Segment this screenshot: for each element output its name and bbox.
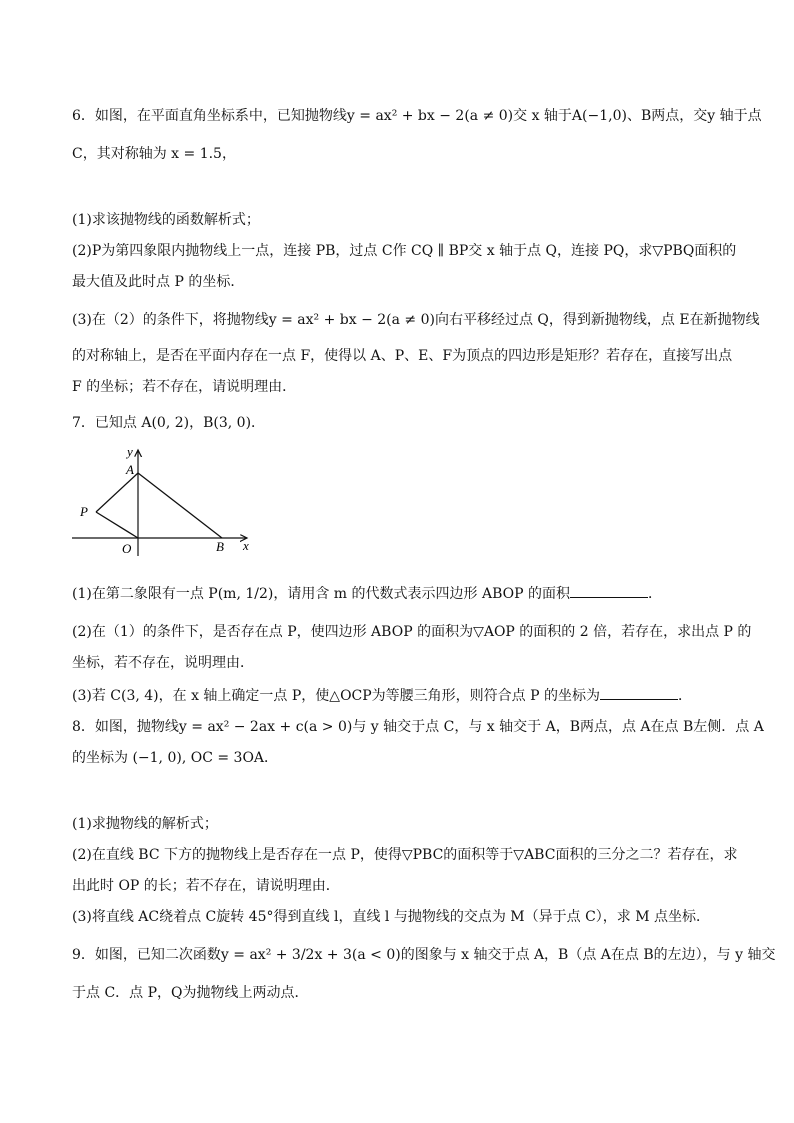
q8-stem-line2: 的坐标为 (−1, 0), OC = 3OA． xyxy=(72,750,279,766)
point-O-label: O xyxy=(122,541,132,556)
segment-AB xyxy=(138,473,222,538)
q8-part3: (3)将直线 AC绕着点 C旋转 45°得到直线 l，直线 l 与抛物线的交点为 M（异于点 C），求 M 点坐标． xyxy=(72,909,711,925)
q7-part2-line1: (2)在（1）的条件下，是否存在点 P，使四边形 ABOP 的面积为▽AOP 的面积的 2 倍，若存在，求出点 P 的 xyxy=(72,624,752,640)
point-B-label: B xyxy=(216,539,224,554)
q8-part2-line1: (2)在直线 BC 下方的抛物线上是否存在一点 P，使得▽PBC的面积等于▽ABC面积的三分之二？若存在，求 xyxy=(72,847,738,863)
q8-part1: (1)求抛物线的解析式； xyxy=(72,816,218,832)
q7-part3-blank xyxy=(600,687,678,700)
q9-stem-line2: 于点 C．点 P，Q为抛物线上两动点． xyxy=(72,985,309,1001)
q6-stem-line1: 6．如图，在平面直角坐标系中，已知抛物线y = ax² + bx − 2(a ≠ 0)交 x 轴于A(−1,0)、B两点，交y 轴于点 xyxy=(72,108,762,124)
q7-figure xyxy=(72,446,262,558)
q7-part1-text: (1)在第二象限有一点 P(m, 1/2)，请用含 m 的代数式表示四边形 ABOP 的面积 xyxy=(72,586,570,602)
q6-part3-line3: F 的坐标；若不存在，请说明理由． xyxy=(72,379,297,395)
q6-part2-line2: 最大值及此时点 P 的坐标． xyxy=(72,274,245,290)
q6-part3-line1: (3)在（2）的条件下，将抛物线y = ax² + bx − 2(a ≠ 0)向右平移经过点 Q，得到新抛物线，点 E在新抛物线 xyxy=(72,312,760,328)
q7-part1-end: ． xyxy=(647,586,662,602)
q6-part1: (1)求该抛物线的函数解析式； xyxy=(72,212,260,228)
q7-part2-line2: 坐标，若不存在，说明理由． xyxy=(72,655,254,671)
q8-part2-line2: 出此时 OP 的长；若不存在，请说明理由． xyxy=(72,878,340,894)
q6-part2-line1: (2)P为第四象限内抛物线上一点，连接 PB，过点 C作 CQ ∥ BP交 x 轴于点 Q，连接 PQ，求▽PBQ面积的 xyxy=(72,243,737,259)
q7-part1-blank xyxy=(570,585,648,598)
q7-part1 xyxy=(72,585,722,603)
q7-stem: 7．已知点 A(0, 2)，B(3, 0)． xyxy=(72,415,266,431)
q7-part3 xyxy=(72,687,722,705)
q6-stem-line2: C，其对称轴为 x = 1.5， xyxy=(72,146,236,162)
point-P-label: P xyxy=(80,504,88,519)
q9-stem-line1: 9．如图，已知二次函数y = ax² + 3/2x + 3(a < 0)的图象与 x 轴交于点 A，B（点 A在点 B的左边），与 y 轴交 xyxy=(72,947,776,963)
point-A-label: A xyxy=(126,462,134,477)
segment-PO xyxy=(96,512,138,538)
q7-part3-end: ． xyxy=(678,688,692,704)
y-axis-label: y xyxy=(127,446,133,459)
q6-part3-line2: 的对称轴上，是否在平面内存在一点 F，使得以 A、P、E、F为顶点的四边形是矩形？若存在，直接写出点 xyxy=(72,348,733,364)
x-axis-label: x xyxy=(243,538,249,553)
q8-stem-line1: 8．如图，抛物线y = ax² − 2ax + c(a > 0)与 y 轴交于点 C，与 x 轴交于 A，B两点，点 A在点 B左侧．点 A xyxy=(72,719,764,735)
q7-part3-text: (3)若 C(3, 4)，在 x 轴上确定一点 P，使△OCP为等腰三角形，则符合点 P 的坐标为 xyxy=(72,688,600,704)
segment-PA xyxy=(96,473,138,512)
